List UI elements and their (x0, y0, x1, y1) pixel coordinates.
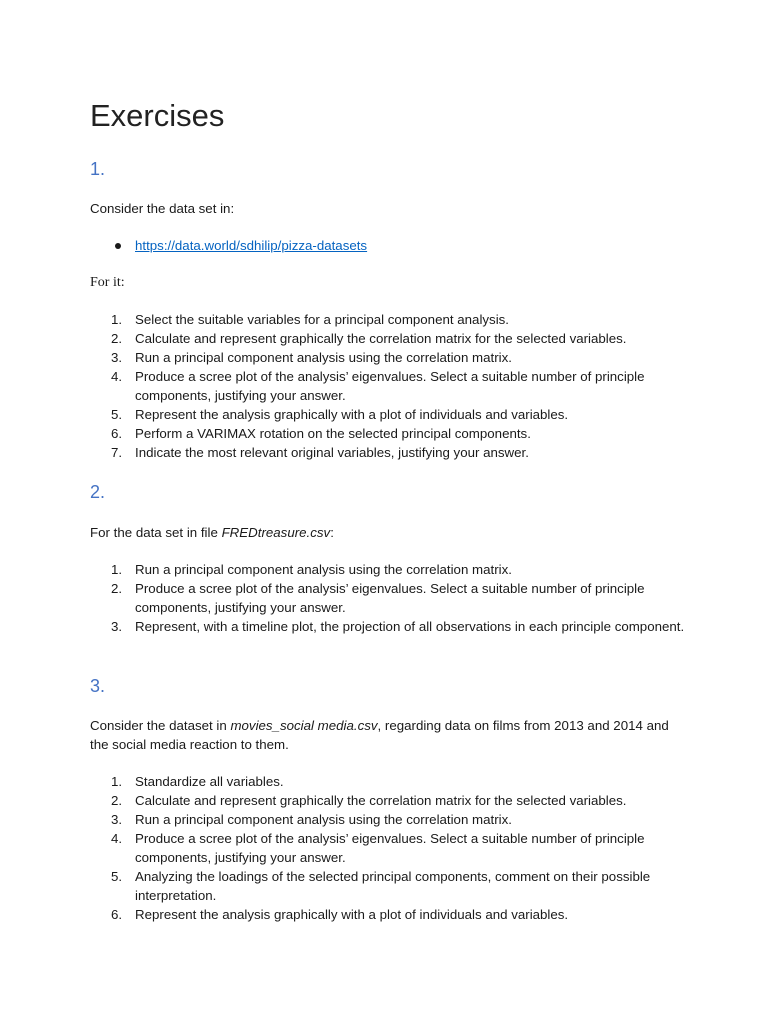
exercise-1-number: 1. (90, 159, 106, 179)
item-text: Run a principal component analysis using the correlation matrix. (135, 812, 512, 827)
list-item (90, 236, 367, 255)
list-item (90, 867, 690, 905)
list-item (90, 810, 690, 829)
list-item (90, 579, 690, 617)
item-number: 2. (111, 581, 123, 596)
exercise-1-for-it: For it: (90, 275, 125, 290)
item-number: 7. (111, 445, 123, 460)
list-item (90, 772, 690, 791)
item-text: Calculate and represent graphically the correlation matrix for the selected variables. (135, 793, 627, 808)
item-text: Produce a scree plot of the analysis’ eigenvalues. Select a suitable number of principle components, justifying your answer. (135, 581, 645, 615)
item-text: Represent the analysis graphically with a plot of individuals and variables. (135, 907, 569, 922)
file-name: movies_social media.csv (230, 718, 378, 733)
item-text: Indicate the most relevant original variables, justifying your answer. (135, 445, 529, 460)
item-text: Run a principal component analysis using the correlation matrix. (135, 562, 512, 577)
item-text: Calculate and represent graphically the correlation matrix for the selected variables. (135, 331, 627, 346)
list-item (90, 310, 690, 329)
list-item (90, 791, 690, 810)
list-item (90, 424, 690, 443)
item-text: Select the suitable variables for a principal component analysis. (135, 312, 509, 327)
exercise-2-intro (90, 523, 690, 542)
item-text: Run a principal component analysis using the correlation matrix. (135, 350, 512, 365)
item-number: 3. (111, 350, 123, 365)
exercise-1-links (90, 236, 367, 255)
list-item (90, 367, 690, 405)
intro-text: For the data set in file (90, 525, 222, 540)
item-number: 1. (111, 774, 123, 789)
exercise-1-steps (90, 310, 690, 462)
item-number: 5. (111, 407, 123, 422)
list-item (90, 617, 690, 636)
exercise-3-intro (90, 716, 690, 754)
exercise-2-steps (90, 560, 690, 636)
file-name: FREDtreasure.csv (221, 525, 331, 540)
list-item (90, 329, 690, 348)
item-text: Perform a VARIMAX rotation on the selected principal components. (135, 426, 531, 441)
exercise-3-number: 3. (90, 676, 106, 696)
item-text: Standardize all variables. (135, 774, 284, 789)
exercise-1-intro: Consider the data set in: (90, 201, 235, 216)
exercise-2-number: 2. (90, 482, 106, 502)
item-number: 6. (111, 907, 123, 922)
list-item (90, 829, 690, 867)
page-title: Exercises (90, 98, 225, 133)
exercise-3-steps (90, 772, 690, 924)
pizza-datasets-link[interactable]: https://data.world/sdhilip/pizza-datasets (135, 238, 368, 253)
item-text: Produce a scree plot of the analysis’ eigenvalues. Select a suitable number of principle components, justifying your answer. (135, 831, 645, 865)
item-text: Represent the analysis graphically with a plot of individuals and variables. (135, 407, 569, 422)
list-item (90, 405, 690, 424)
item-number: 2. (111, 793, 123, 808)
item-text: Analyzing the loadings of the selected principal components, comment on their possible interpretation. (135, 869, 651, 903)
intro-text: Consider the dataset in (90, 718, 231, 733)
item-number: 3. (111, 619, 123, 634)
list-item (90, 560, 690, 579)
list-item (90, 443, 690, 462)
item-number: 1. (111, 312, 123, 327)
item-number: 1. (111, 562, 123, 577)
item-number: 4. (111, 369, 123, 384)
item-text: Represent, with a timeline plot, the projection of all observations in each principle component. (135, 619, 685, 634)
intro-suffix: , regarding data on films from 2013 and 2014 and the social media reaction to them. (90, 718, 669, 752)
item-text: Produce a scree plot of the analysis’ eigenvalues. Select a suitable number of principle components, justifying your answer. (135, 369, 645, 403)
item-number: 6. (111, 426, 123, 441)
intro-suffix: : (330, 525, 334, 540)
bullet-icon (115, 243, 121, 249)
list-item (90, 905, 690, 924)
item-number: 2. (111, 331, 123, 346)
list-item (90, 348, 690, 367)
item-number: 4. (111, 831, 123, 846)
item-number: 3. (111, 812, 123, 827)
item-number: 5. (111, 869, 123, 884)
